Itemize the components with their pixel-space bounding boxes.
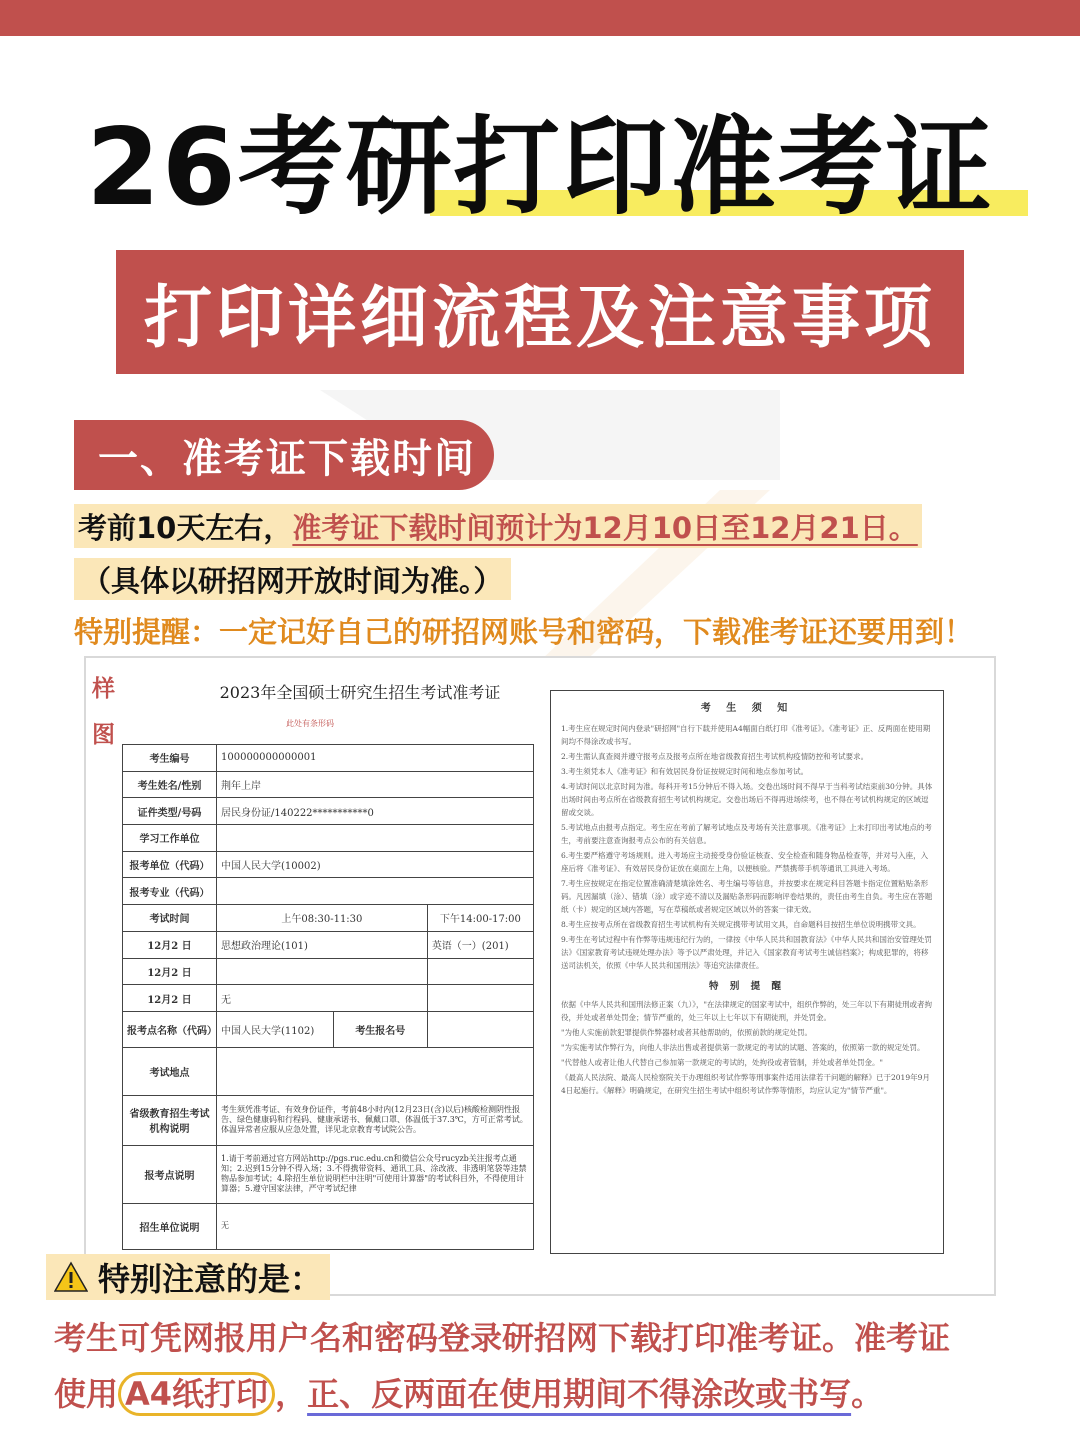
subtitle-banner: [116, 250, 964, 374]
ticket-info-table: [122, 744, 534, 1250]
field-value: 100000000000001: [217, 745, 534, 772]
exam-day: 12月2 日: [123, 958, 217, 985]
table-row: [123, 1145, 534, 1203]
field-label: 考试时间: [123, 905, 217, 932]
notice-item: 4.考试时间以北京时间为准。每科开考15分钟后不得入场。交卷出场时间不得早于当科考试结束前30分钟。具体出场时间由考点所在省级教育招生考试机构规定。交卷出场后不得再进场续考，也不得在考试机构规定的区域逗留或交谈。: [561, 782, 933, 817]
field-label: 省级教育招生考试机构说明: [123, 1095, 217, 1145]
special-reminder-title: 特 别 提 醒: [709, 981, 785, 992]
special-item: "为实施考试作弊行为，向他人非法出售或者提供第一款规定的考试的试题、答案的，依照第一款的规定处罚。: [561, 1043, 925, 1052]
field-value: 中国人民大学(1102): [217, 1011, 334, 1047]
final-row-2-prefix: 使用: [54, 1375, 119, 1413]
field-label: 考生编号: [123, 745, 217, 772]
notice-item: 2.考生需认真查阅并遵守报考点及报考点所在地省级教育招生考试机构疫情防控和考试要求。: [561, 752, 869, 761]
table-row: [123, 771, 534, 798]
table-row: [123, 1011, 534, 1047]
field-value: 考生须凭准考证、有效身份证件，考前48小时内(12月23日(含)以后)核酸检测阴性报告、绿色健康码和行程码、健康承诺书、佩戴口罩、体温低于37.3℃，方可正常考试。体温异常者应服从应急处置，详见北京教育考试院公告。: [217, 1095, 534, 1145]
exam-day: 12月2 日: [123, 931, 217, 958]
am-subject: [217, 958, 428, 985]
final-row-2: [54, 1366, 1034, 1422]
a4-circled-text: A4纸打印: [118, 1372, 275, 1416]
field-value: 1.请于考前通过官方网站http://pgs.ruc.edu.cn和微信公众号rucyzb关注报考点通知；2.迟到15分钟不得入场；3.不得携带资料、通讯工具、涂改液、非透明笔袋等违禁物品参加考试；4.除招生单位说明栏中注明"可使用计算器"的考试科目外，不得使用计算器；5.遵守国家法律，严守考试纪律: [217, 1145, 534, 1203]
table-row: [123, 745, 534, 772]
notice-item: 1.考生应在规定时间内登录"研招网"自行下载并使用A4幅面白纸打印《准考证》。《准考证》正、反两面在使用期间均不得涂改或书写。: [561, 724, 931, 746]
table-row: [123, 1047, 534, 1095]
notice-item: 6.考生要严格遵守考场规则。进入考场应主动接受身份验证核查、安全检查和随身物品检查等，并对号入座，入座后将《准考证》、有效居民身份证放在桌面左上角，以便核验。严禁携带手机等通讯工具进入考场。: [561, 851, 929, 873]
field-value: 居民身份证/140222***********0: [217, 798, 534, 825]
download-time-note: [74, 558, 511, 600]
table-row: [123, 851, 534, 878]
no-alteration-underlined: 正、反两面在使用期间不得涂改或书写: [307, 1375, 852, 1413]
final-row-1: 考生可凭网报用户名和密码登录研招网下载打印准考证。准考证: [54, 1319, 951, 1357]
notice-item: 7.考生应按规定在指定位置准确清楚填涂姓名、考生编号等信息，并按要求在规定科目答题卡指定位置粘贴条形码。凡因漏填（涂）、错填（涂）或字迹不清以及漏贴条形码而影响评卷结果的，责任由考生自负。考生应在答题纸（卡）规定的区域内答题，写在草稿纸或者规定区域以外的答案一律无效。: [561, 879, 933, 914]
table-row: [123, 931, 534, 958]
field-value: 荆年上岸: [217, 771, 534, 798]
field-label: 考试地点: [123, 1047, 217, 1095]
page-title: 26考研打印准考证: [86, 106, 994, 229]
table-row: [123, 905, 534, 932]
notice-item: 3.考生须凭本人《准考证》和有效居民身份证按规定时间和地点参加考试。: [561, 767, 809, 776]
field-label: 学习工作单位: [123, 825, 217, 852]
table-row: [123, 878, 534, 905]
notice-title: 考 生 须 知: [700, 703, 794, 714]
section-tab-download-time: [74, 420, 494, 490]
field-value: 无: [217, 1203, 534, 1249]
final-row-2-comma: ，: [275, 1375, 308, 1413]
field-label: 招生单位说明: [123, 1203, 217, 1249]
final-instructions: [54, 1310, 1034, 1422]
field-label: 报考单位（代码）: [123, 851, 217, 878]
field-label: 证件类型/号码: [123, 798, 217, 825]
download-time-highlight: 准考证下载时间预计为12月10日至12月21日。: [292, 510, 918, 545]
field-label: 考生报名号: [333, 1011, 427, 1047]
sample-admission-ticket: [84, 656, 996, 1296]
table-row: [123, 958, 534, 985]
notice-item: 5.考试地点由报考点指定。考生应在考前了解考试地点及考场有关注意事项。《准考证》上未打印出考试地点的考生，考前要注意查询报考点公布的有关信息。: [561, 823, 932, 845]
exam-day: 12月2 日: [123, 985, 217, 1012]
section-tab-label: 一、准考证下载时间: [98, 435, 476, 482]
pm-subject: 英语（一）(201): [427, 931, 533, 958]
table-row: [123, 798, 534, 825]
am-subject: 思想政治理论(101): [217, 931, 428, 958]
top-accent-bar: [0, 0, 1080, 36]
special-reminder: [74, 610, 973, 651]
table-row: [123, 1203, 534, 1249]
sample-tag: 样图: [92, 675, 115, 748]
table-row: [123, 825, 534, 852]
field-value: [217, 825, 534, 852]
special-item: 依据《中华人民共和国刑法修正案（九）》，"在法律规定的国家考试中，组织作弊的，处三年以下有期徒刑或者拘役，并处或者单处罚金；情节严重的，处三年以上七年以下有期徒刑，并处罚金。: [561, 1000, 932, 1022]
field-value: [217, 878, 534, 905]
main-title-block: [0, 108, 1080, 228]
special-item: 《最高人民法院、最高人民检察院关于办理组织考试作弊等刑事案件适用法律若干问题的解释》已于2019年9月4日起施行。《解释》明确规定，在研究生招生考试中组织考试作弊等情形，均应认定为"情节严重"。: [561, 1073, 930, 1095]
notice-item: 8.考生应按考点所在省级教育招生考试机构有关规定携带考试用文具，自命题科目按招生单位说明携带文具。: [561, 920, 921, 929]
table-row: [123, 985, 534, 1012]
field-value: 中国人民大学(10002): [217, 851, 534, 878]
download-time-note-text: （具体以研招网开放时间为准。）: [82, 563, 503, 598]
field-label: 报考点名称（代码）: [123, 1011, 217, 1047]
field-value: [427, 1011, 533, 1047]
special-item: "代替他人或者让他人代替自己参加第一款规定的考试的，处拘役或者管制，并处或者单处罚金。": [561, 1058, 883, 1067]
table-row: [123, 1095, 534, 1145]
subtitle-text: 打印详细流程及注意事项: [143, 278, 936, 358]
field-label: 报考点说明: [123, 1145, 217, 1203]
special-item: "为他人实施前款犯罪提供作弊器材或者其他帮助的，依照前款的规定处罚。: [561, 1028, 812, 1037]
field-label: 考生姓名/性别: [123, 771, 217, 798]
attention-heading: [46, 1254, 330, 1300]
notice-item: 9.考生在考试过程中有作弊等违规违纪行为的，一律按《中华人民共和国教育法》《中华人民共和国治安管理处罚法》《国家教育考试违规处理办法》等予以严肃处理，并记入《国家教育考试考生诚信档案》；构成犯罪的，将移送司法机关，依照《中华人民共和国刑法》等追究法律责任。: [561, 935, 932, 970]
am-session: 上午08:30-11:30: [217, 905, 428, 932]
pm-subject: [427, 985, 533, 1012]
warning-icon: [54, 1261, 88, 1293]
pm-subject: [427, 958, 533, 985]
special-reminder-text: 特别提醒：一定记好自己的研招网账号和密码，下载准考证还要用到！: [74, 615, 974, 649]
download-time-prefix: 考前10天左右，: [78, 510, 293, 545]
final-row-2-end: 。: [851, 1375, 884, 1413]
candidate-notice-box: [550, 690, 944, 1254]
field-label: 报考专业（代码）: [123, 878, 217, 905]
download-time-line: [74, 504, 922, 548]
field-value: [217, 1047, 534, 1095]
pm-session: 下午14:00-17:00: [427, 905, 533, 932]
attention-label: 特别注意的是：: [98, 1260, 323, 1298]
ticket-title: 2023年全国硕士研究生招生考试准考证: [219, 683, 501, 702]
am-subject: 无: [217, 985, 428, 1012]
barcode-note: 此处有条形码: [286, 719, 334, 728]
